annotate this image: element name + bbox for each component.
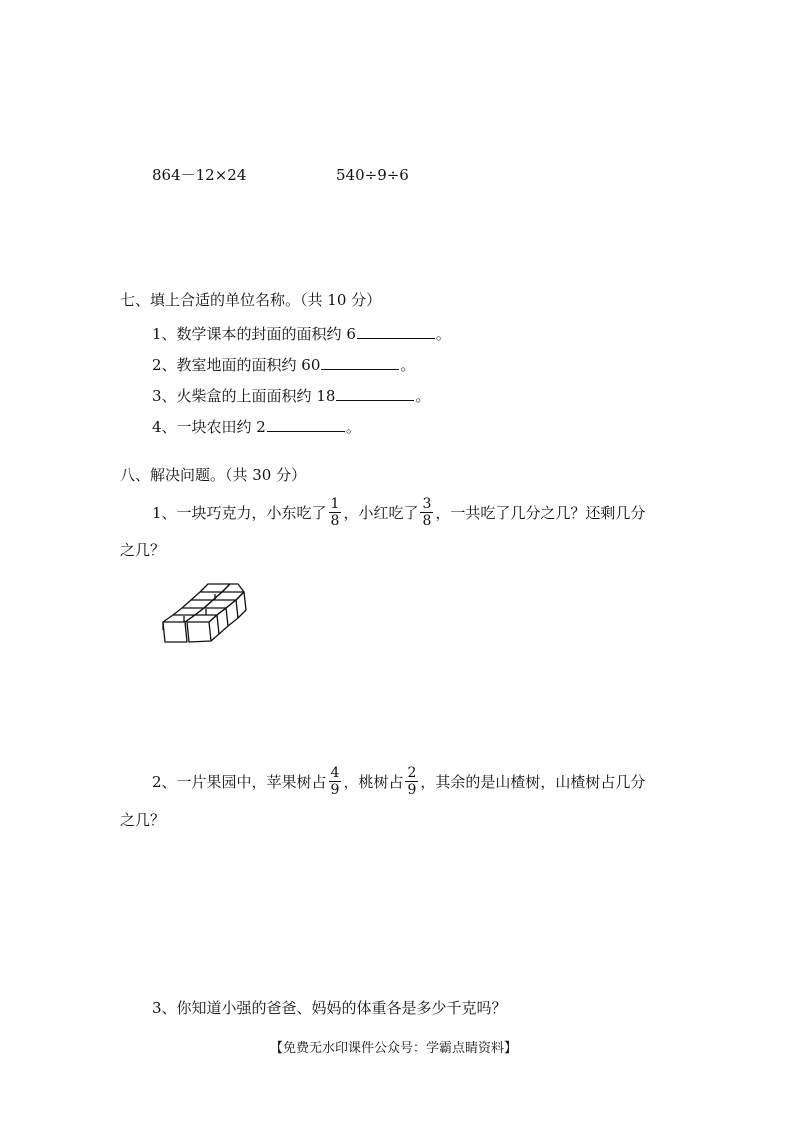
question-2-continuation: 之几？	[120, 811, 166, 829]
fill-item-3	[152, 384, 430, 406]
fill-item-3-end: 。	[415, 387, 431, 405]
fill-item-1	[152, 322, 451, 344]
answer-blank-1[interactable]	[357, 322, 435, 339]
fill-item-4-end: 。	[345, 418, 361, 436]
fill-item-1-end: 。	[435, 325, 451, 343]
chocolate-bar-illustration	[158, 578, 252, 646]
answer-blank-2[interactable]	[321, 353, 399, 370]
question-2-text-a: 2、一片果园中，苹果树占	[152, 773, 327, 791]
fraction-denominator: 8	[422, 512, 432, 529]
question-2	[152, 762, 645, 802]
question-1-continuation: 之几？	[120, 541, 166, 559]
question-2-text-c: ，其余的是山楂树，山楂树占几分	[420, 773, 646, 791]
fraction-numerator: 2	[407, 764, 417, 781]
question-1-text-c: ，一共吃了几分之几？还剩几分	[435, 504, 646, 522]
answer-blank-3[interactable]	[336, 384, 414, 401]
fill-item-4-text: 4、一块农田约 2	[152, 418, 266, 436]
question-3: 3、你知道小强的爸爸、妈妈的体重各是多少千克吗？	[152, 999, 507, 1017]
expression-2: 540÷9÷6	[336, 166, 409, 184]
fill-item-3-text: 3、火柴盒的上面面积约 18	[152, 387, 336, 405]
fill-item-2-end: 。	[400, 356, 416, 374]
fraction-numerator: 4	[330, 764, 340, 781]
footer-watermark-text: 【免费无水印课件公众号：学霸点睛资料】	[270, 1041, 518, 1056]
fraction-3-8	[420, 496, 433, 529]
expression-1: 864－12×24	[152, 166, 247, 184]
fill-item-4	[152, 415, 361, 437]
fill-item-2-text: 2、教室地面的面积约 60	[152, 356, 321, 374]
question-1-text-b: ，小红吃了	[343, 504, 419, 522]
section-7-title: 七、填上合适的单位名称。（共 10 分）	[120, 291, 382, 309]
fill-item-1-text: 1、数学课本的封面的面积约 6	[152, 325, 356, 343]
fraction-numerator: 3	[422, 495, 432, 512]
fill-item-2	[152, 353, 415, 375]
fraction-numerator: 1	[330, 495, 340, 512]
question-1	[152, 493, 645, 533]
fraction-denominator: 8	[330, 512, 340, 529]
answer-blank-4[interactable]	[267, 415, 345, 432]
fraction-2-9	[405, 765, 418, 798]
fraction-denominator: 9	[407, 781, 417, 798]
question-2-text-b: ，桃树占	[343, 773, 404, 791]
fraction-4-9	[329, 765, 342, 798]
fraction-denominator: 9	[330, 781, 340, 798]
fraction-1-8	[329, 496, 342, 529]
section-8-title: 八、解决问题。（共 30 分）	[120, 466, 307, 484]
question-1-text-a: 1、一块巧克力，小东吃了	[152, 504, 327, 522]
